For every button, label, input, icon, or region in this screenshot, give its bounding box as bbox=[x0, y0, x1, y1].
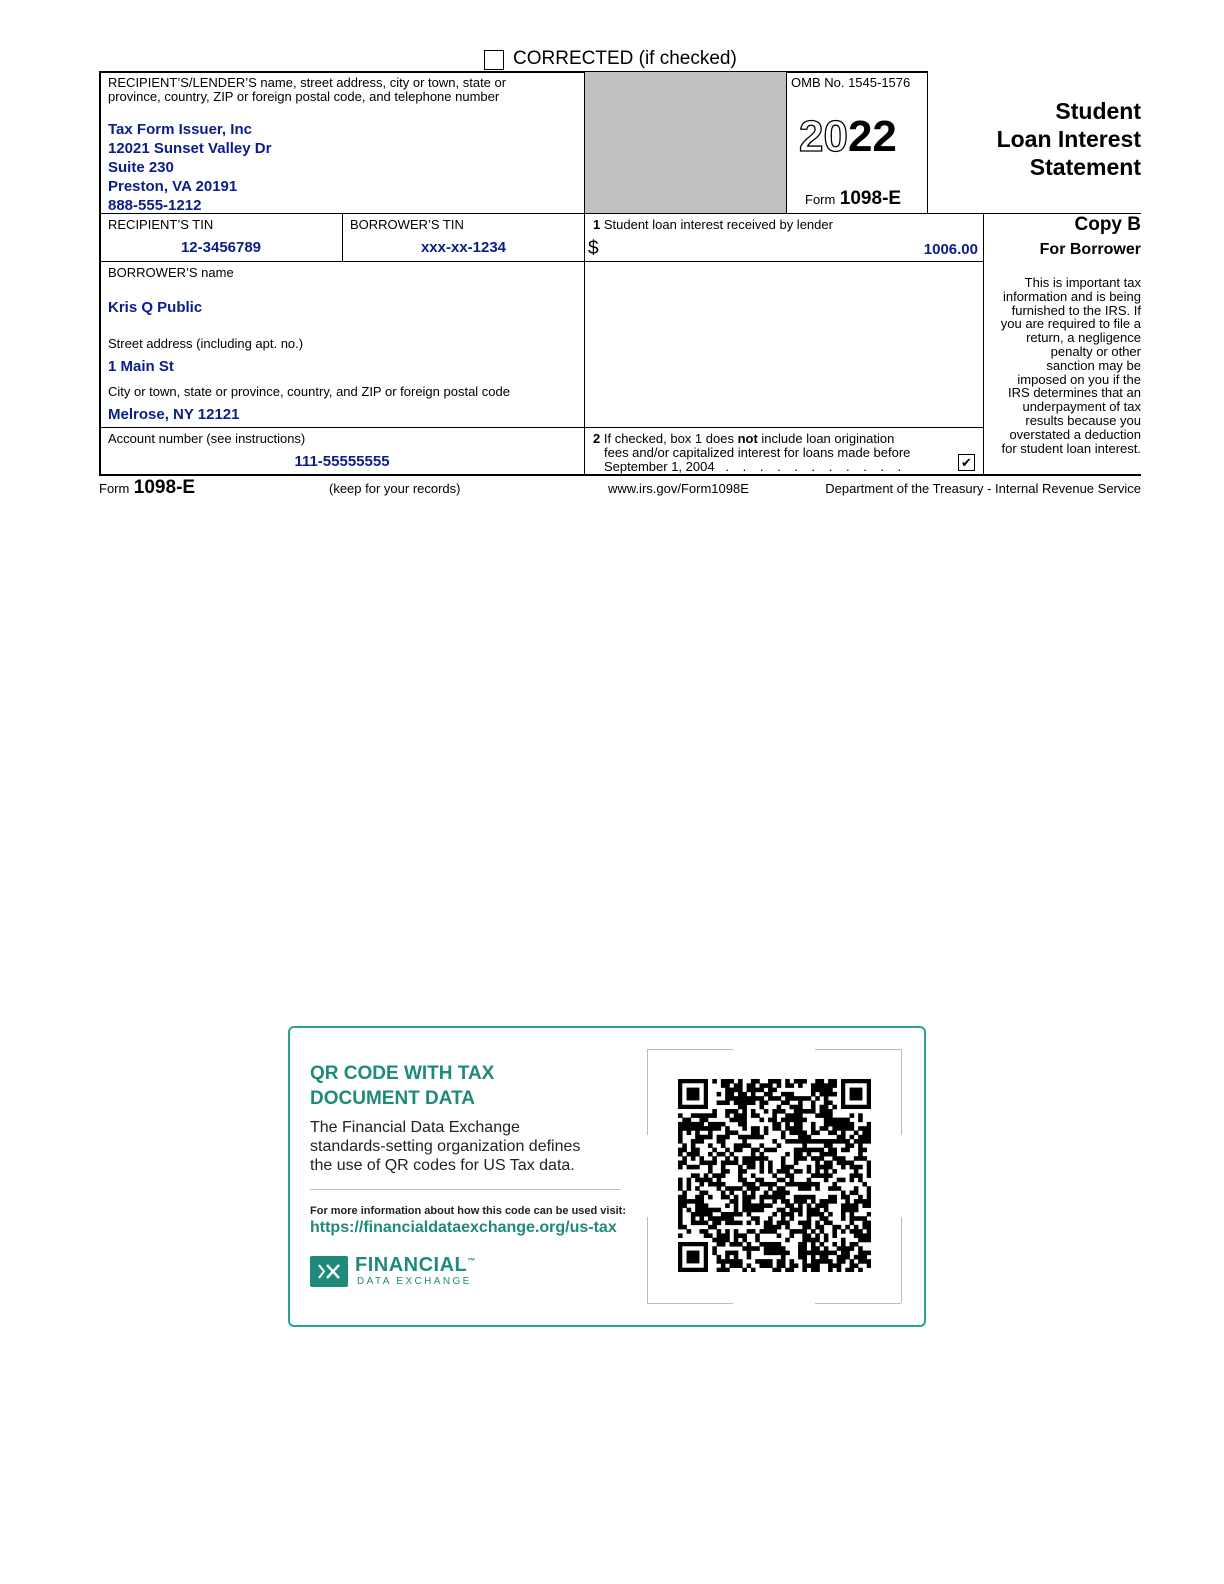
fdx-chevron-icon bbox=[310, 1256, 348, 1287]
borrower-tin-label: BORROWER’S TIN bbox=[350, 217, 464, 232]
fdx-logo-mark bbox=[310, 1256, 348, 1287]
form-title: Student Loan Interest Statement bbox=[996, 98, 1141, 180]
borrower-tin-value: xxx-xx-1234 bbox=[420, 239, 507, 256]
recipient-city: Preston, VA 20191 bbox=[108, 178, 238, 195]
box1-value: 1006.00 bbox=[923, 241, 978, 258]
box1-currency: $ bbox=[588, 238, 599, 259]
fdx-logo-word: FINANCIAL™ bbox=[355, 1254, 476, 1276]
corrected-checkbox[interactable] bbox=[484, 50, 504, 70]
recipient-tin-value: 12-3456789 bbox=[180, 239, 262, 256]
footer-url[interactable]: www.irs.gov/Form1098E bbox=[608, 481, 749, 496]
qr-divider bbox=[310, 1189, 620, 1190]
borrower-city-label: City or town, state or province, country, and ZIP or foreign postal code bbox=[108, 384, 510, 399]
irs-notice-line: imposed on you if the bbox=[1017, 371, 1141, 387]
copy-subtitle: For Borrower bbox=[1039, 241, 1141, 258]
qr-code-image bbox=[678, 1079, 871, 1272]
irs-notice-line: penalty or other bbox=[1050, 343, 1141, 359]
shaded-box bbox=[585, 72, 786, 213]
qr-more-info: For more information about how this code can be used visit: bbox=[310, 1205, 626, 1217]
recipient-street: 12021 Sunset Valley Dr bbox=[108, 140, 272, 157]
recipient-label: RECIPIENT’S/LENDER’S name, street address, city or town, state or province, country, ZIP or foreign postal code, and telephone number bbox=[108, 75, 507, 104]
irs-notice-line: overstated a deduction bbox=[1009, 426, 1141, 442]
irs-notice-line: furnished to the IRS. If bbox=[1011, 302, 1141, 318]
tax-year: 2022 bbox=[799, 112, 897, 161]
recipient-phone: 888-555-1212 bbox=[108, 197, 202, 214]
recipient-suite: Suite 230 bbox=[108, 159, 174, 176]
borrower-name-label: BORROWER’S name bbox=[108, 265, 234, 280]
box2-checkbox[interactable] bbox=[958, 454, 975, 471]
box1-label: 1 Student loan interest received by lender bbox=[593, 217, 833, 232]
borrower-name: Kris Q Public bbox=[108, 299, 203, 316]
recipient-name: Tax Form Issuer, Inc bbox=[108, 121, 252, 138]
irs-notice-line: return, a negligence bbox=[1026, 330, 1141, 346]
footer-keep: (keep for your records) bbox=[329, 481, 461, 496]
borrower-street-label: Street address (including apt. no.) bbox=[108, 336, 304, 351]
copy-title: Copy B bbox=[1074, 214, 1141, 235]
omb-number: OMB No. 1545-1576 bbox=[791, 75, 911, 90]
recipient-tin-label: RECIPIENT’S TIN bbox=[108, 217, 214, 232]
corrected-label: CORRECTED (if checked) bbox=[513, 48, 737, 69]
box2-text: 2 If checked, box 1 does not include loan origination fees and/or capitalized interest for loans made before September 1, 2004 . . . . . . . . . . . bbox=[593, 431, 911, 474]
checkmark-icon: ✔ bbox=[961, 455, 972, 470]
irs-notice-line: sanction may be bbox=[1046, 357, 1141, 373]
borrower-city: Melrose, NY 12121 bbox=[108, 406, 240, 423]
account-label: Account number (see instructions) bbox=[108, 431, 306, 446]
irs-notice-line: underpayment of tax bbox=[1022, 399, 1141, 415]
qr-link[interactable]: https://financialdataexchange.org/us-tax bbox=[310, 1219, 617, 1236]
borrower-street: 1 Main St bbox=[108, 358, 174, 375]
irs-notice bbox=[984, 276, 1141, 455]
irs-notice-line: This is important tax bbox=[1024, 275, 1141, 290]
irs-notice-line: information and is being bbox=[1002, 288, 1141, 304]
irs-notice-line: results because you bbox=[1025, 412, 1141, 428]
footer-dept: Department of the Treasury - Internal Revenue Service bbox=[825, 481, 1141, 496]
irs-notice-line: for student loan interest. bbox=[1001, 440, 1141, 456]
fdx-logo-sub: DATA EXCHANGE bbox=[357, 1276, 472, 1287]
irs-notice-line: IRS determines that an bbox=[1008, 385, 1141, 401]
account-value: 111-55555555 bbox=[294, 453, 390, 470]
footer-form-id: Form 1098-E bbox=[99, 477, 196, 498]
qr-body: The Financial Data Exchange standards-setting organization defines the use of QR codes for US Tax data. bbox=[310, 1119, 581, 1174]
irs-notice-line: you are required to file a bbox=[1000, 316, 1141, 332]
qr-heading: QR CODE WITH TAX DOCUMENT DATA bbox=[310, 1063, 495, 1109]
recipient-address bbox=[108, 120, 271, 215]
form-id-top: Form 1098-E bbox=[805, 188, 902, 209]
